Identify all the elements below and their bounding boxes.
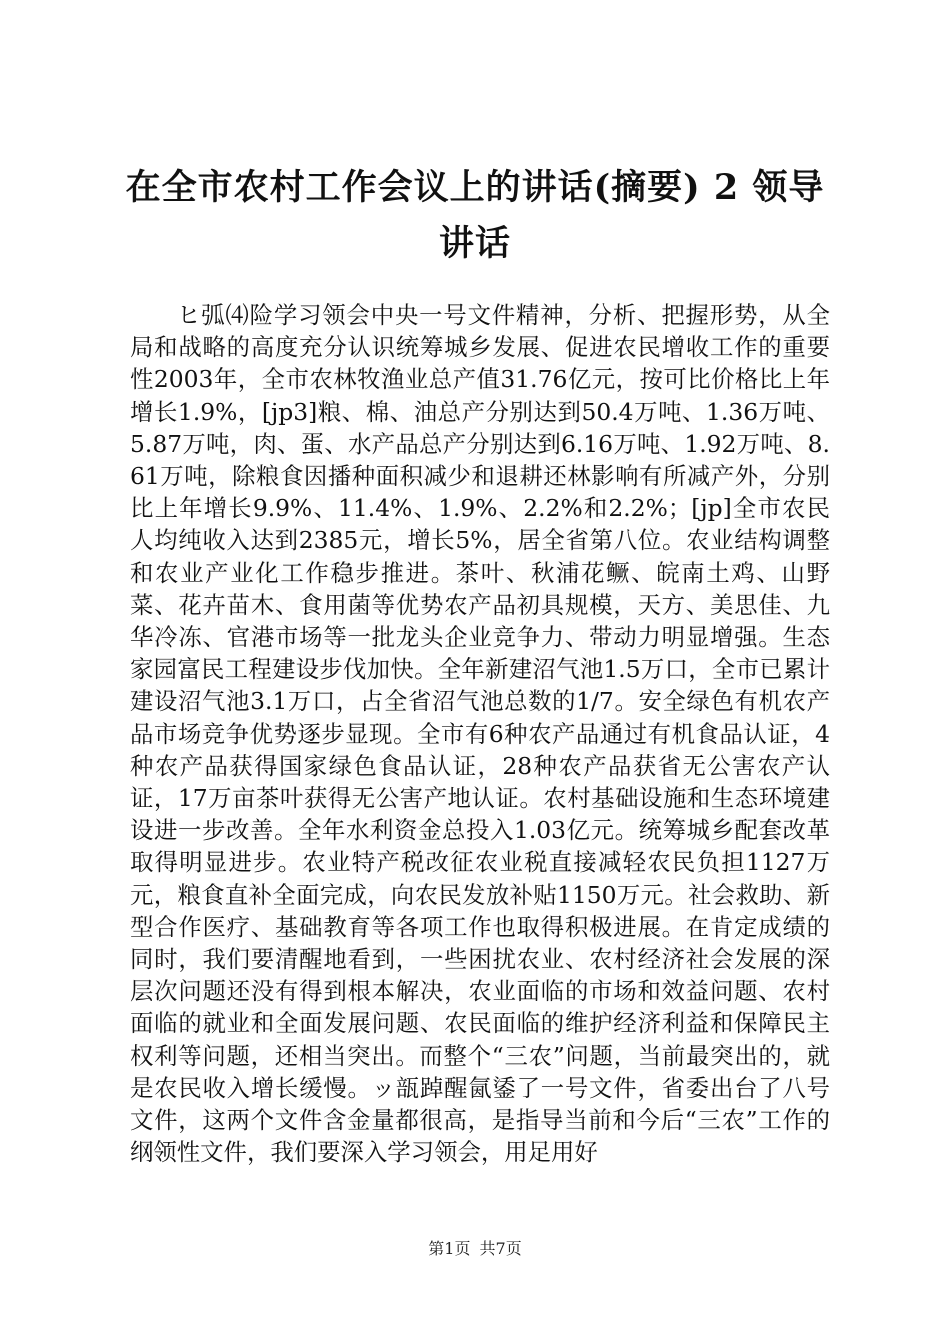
document-title: 在全市农村工作会议上的讲话(摘要) 2 领导讲话 xyxy=(125,167,825,264)
page-footer xyxy=(0,1239,950,1259)
page-total: 共7页 xyxy=(479,1239,522,1258)
body-paragraph: ヒ弧⑷险学习领会中央一号文件精神，分析、把握形势，从全局和战略的高度充分认识统筹城乡发展、促进农民增收工作的重要性2003年，全市农林牧渔业总产值31.76亿元，按可比价格比上年增长1.9%，[jp3]粮、棉、油总产分别达到50.4万吨、1.36万吨、5.87万吨，肉、蛋、水产品总产分别达到6.16万吨、1.92万吨、8.61万吨，除粮食因播种面积减少和退耕还林影响有所减产外，分别比上年增长9.9%、11.4%、1.9%、2.2%和2.2%；[jp]全市农民人均纯收入达到2385元，增长5%，居全省第八位。农业结构调整和农业产业化工作稳步推进。茶叶、秋浦花鳜、皖南土鸡、山野菜、花卉苗木、食用菌等优势农产品初具规模，天方、美思佳、九华冷冻、官港市场等一批龙头企业竞争力、带动力明显增强。生态家园富民工程建设步伐加快。全年新建沼气池1.5万口，全市已累计建设沼气池3.1万口，占全省沼气池总数的1/7。安全绿色有机农产品市场竞争优势逐步显现。全市有6种农产品通过有机食品认证，4种农产品获得国家绿色食品认证，28种农产品获省无公害农产认证，17万亩茶叶获得无公害产地认证。农村基础设施和生态环境建设进一步改善。全年水利资金总投入1.03亿元。统筹城乡配套改革取得明显进步。农业特产税改征农业税直接减轻农民负担1127万元，粮食直补全面完成，向农民发放补贴1150万元。社会救助、新型合作医疗、基础教育等各项工作也取得积极进展。在肯定成绩的同时，我们要清醒地看到，一些困扰农业、农村经济社会发展的深层次问题还没有得到根本解决，农业面临的市场和效益问题、农村面临的就业和全面发展问题、农民面临的维护经济利益和保障民主权利等问题，还相当突出。而整个“三农”问题，当前最突出的，就是农民收入增长缓慢。ッ瓿踔醒氤鋈了一号文件，省委出台了八号文件，这两个文件含金量都很高，是指导当前和今后“三农”工作的纲领性文件，我们要深入学习领会，用足用好 xyxy=(130,301,830,1167)
page-number: 第1页 xyxy=(428,1239,471,1258)
